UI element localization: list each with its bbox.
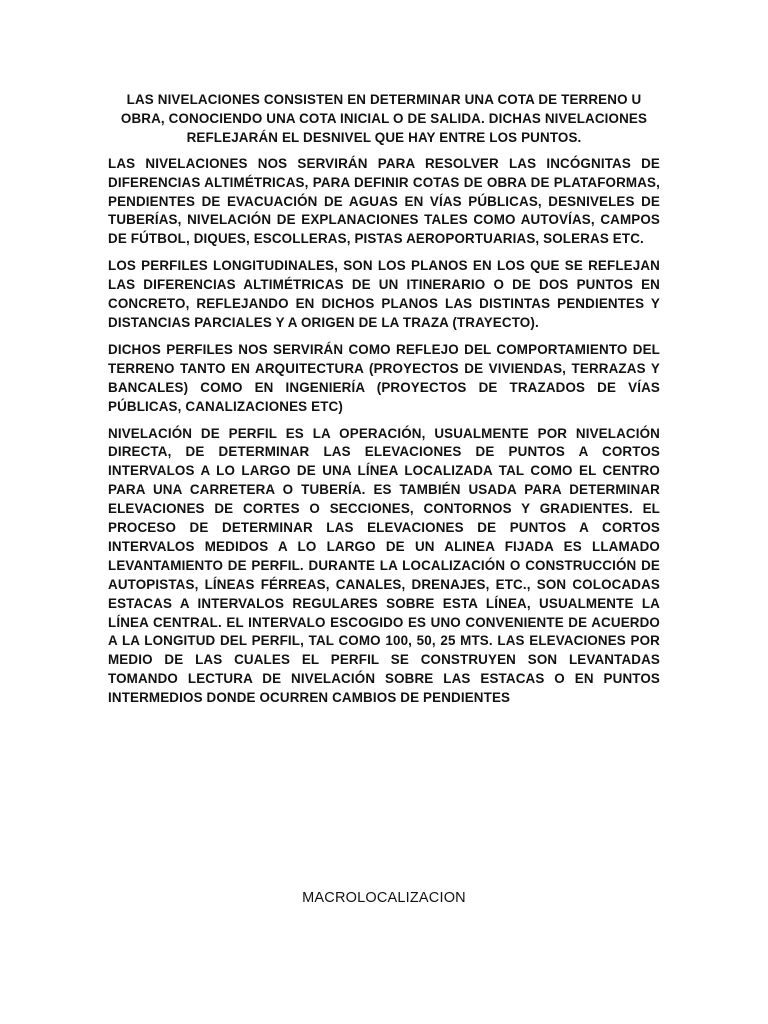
paragraph-perfiles-reflejo: DICHOS PERFILES NOS SERVIRÁN COMO REFLEJO DEL COMPORTAMIENTO DEL TERRENO TANTO EN ARQUITECTURA (PROYECTOS DE VIVIENDAS, TERRAZAS Y BANCALES) COMO EN INGENIERÍA (PROYECTOS DE TRAZADOS DE VÍAS PÚBLICAS, CANALIZACIONES ETC) <box>108 341 660 414</box>
intro-paragraph: LAS NIVELACIONES CONSISTEN EN DETERMINAR UNA COTA DE TERRENO U OBRA, CONOCIENDO UNA COTA INICIAL O DE SALIDA. DICHAS NIVELACIONES REFLEJARÁN EL DESNIVEL QUE HAY ENTRE LOS PUNTOS. <box>120 92 648 145</box>
paragraph-nivelacion-de-perfil: NIVELACIÓN DE PERFIL ES LA OPERACIÓN, USUALMENTE POR NIVELACIÓN DIRECTA, DE DETERMINAR LAS ELEVACIONES DE PUNTOS A CORTOS INTERVALOS A LO LARGO DE UNA LÍNEA LOCALIZADA TAL COMO EL CENTRO PARA UNA CARRETERA O TUBERÍA. ES TAMBIÉN USADA PARA DETERMINAR ELEVACIONES DE CORTES O SECCIONES, CONTORNOS Y GRADIENTES. EL PROCESO DE DETERMINAR LAS ELEVACIONES DE PUNTOS A CORTOS INTERVALOS MEDIDOS A LO LARGO DE UN ALINEA FIJADA ES LLAMADO LEVANTAMIENTO DE PERFIL. DURANTE LA LOCALIZACIÓN O CONSTRUCCIÓN DE AUTOPISTAS, LÍNEAS FÉRREAS, CANALES, DRENAJES, ETC., SON COLOCADAS ESTACAS A INTERVALOS REGULARES SOBRE ESTA LÍNEA, USUALMENTE LA LÍNEA CENTRAL. EL INTERVALO ESCOGIDO ES UNO CONVENIENTE DE ACUERDO A LA LONGITUD DEL PERFIL, TAL COMO 100, 50, 25 MTS. LAS ELEVACIONES POR MEDIO DE LAS CUALES EL PERFIL SE CONSTRUYEN SON LEVANTADAS TOMANDO LECTURA DE NIVELACIÓN SOBRE LAS ESTACAS O EN PUNTOS INTERMEDIOS DONDE OCURREN CAMBIOS DE PENDIENTES <box>108 425 660 706</box>
section-heading: MACROLOCALIZACION <box>302 890 466 906</box>
paragraph-nivelaciones-usos: LAS NIVELACIONES NOS SERVIRÁN PARA RESOLVER LAS INCÓGNITAS DE DIFERENCIAS ALTIMÉTRICAS, PARA DEFINIR COTAS DE OBRA DE PLATAFORMAS, PENDIENTES DE EVACUACIÓN DE AGUAS EN VÍAS PÚBLICAS, DESNIVELES DE TUBERÍAS, NIVELACIÓN DE EXPLANACIONES TALES COMO AUTOVÍAS, CAMPOS DE FÚTBOL, DIQUES, ESCOLLERAS, PISTAS AEROPORTUARIAS, SOLERAS ETC. <box>108 155 660 247</box>
paragraph-perfiles-longitudinales: LOS PERFILES LONGITUDINALES, SON LOS PLANOS EN LOS QUE SE REFLEJAN LAS DIFERENCIAS ALTIMÉTRICAS DE UN ITINERARIO O DE DOS PUNTOS EN CONCRETO, REFLEJANDO EN DICHOS PLANOS LAS DISTINTAS PENDIENTES Y DISTANCIAS PARCIALES Y A ORIGEN DE LA TRAZA (TRAYECTO). <box>108 258 660 330</box>
document-body <box>108 91 660 716</box>
